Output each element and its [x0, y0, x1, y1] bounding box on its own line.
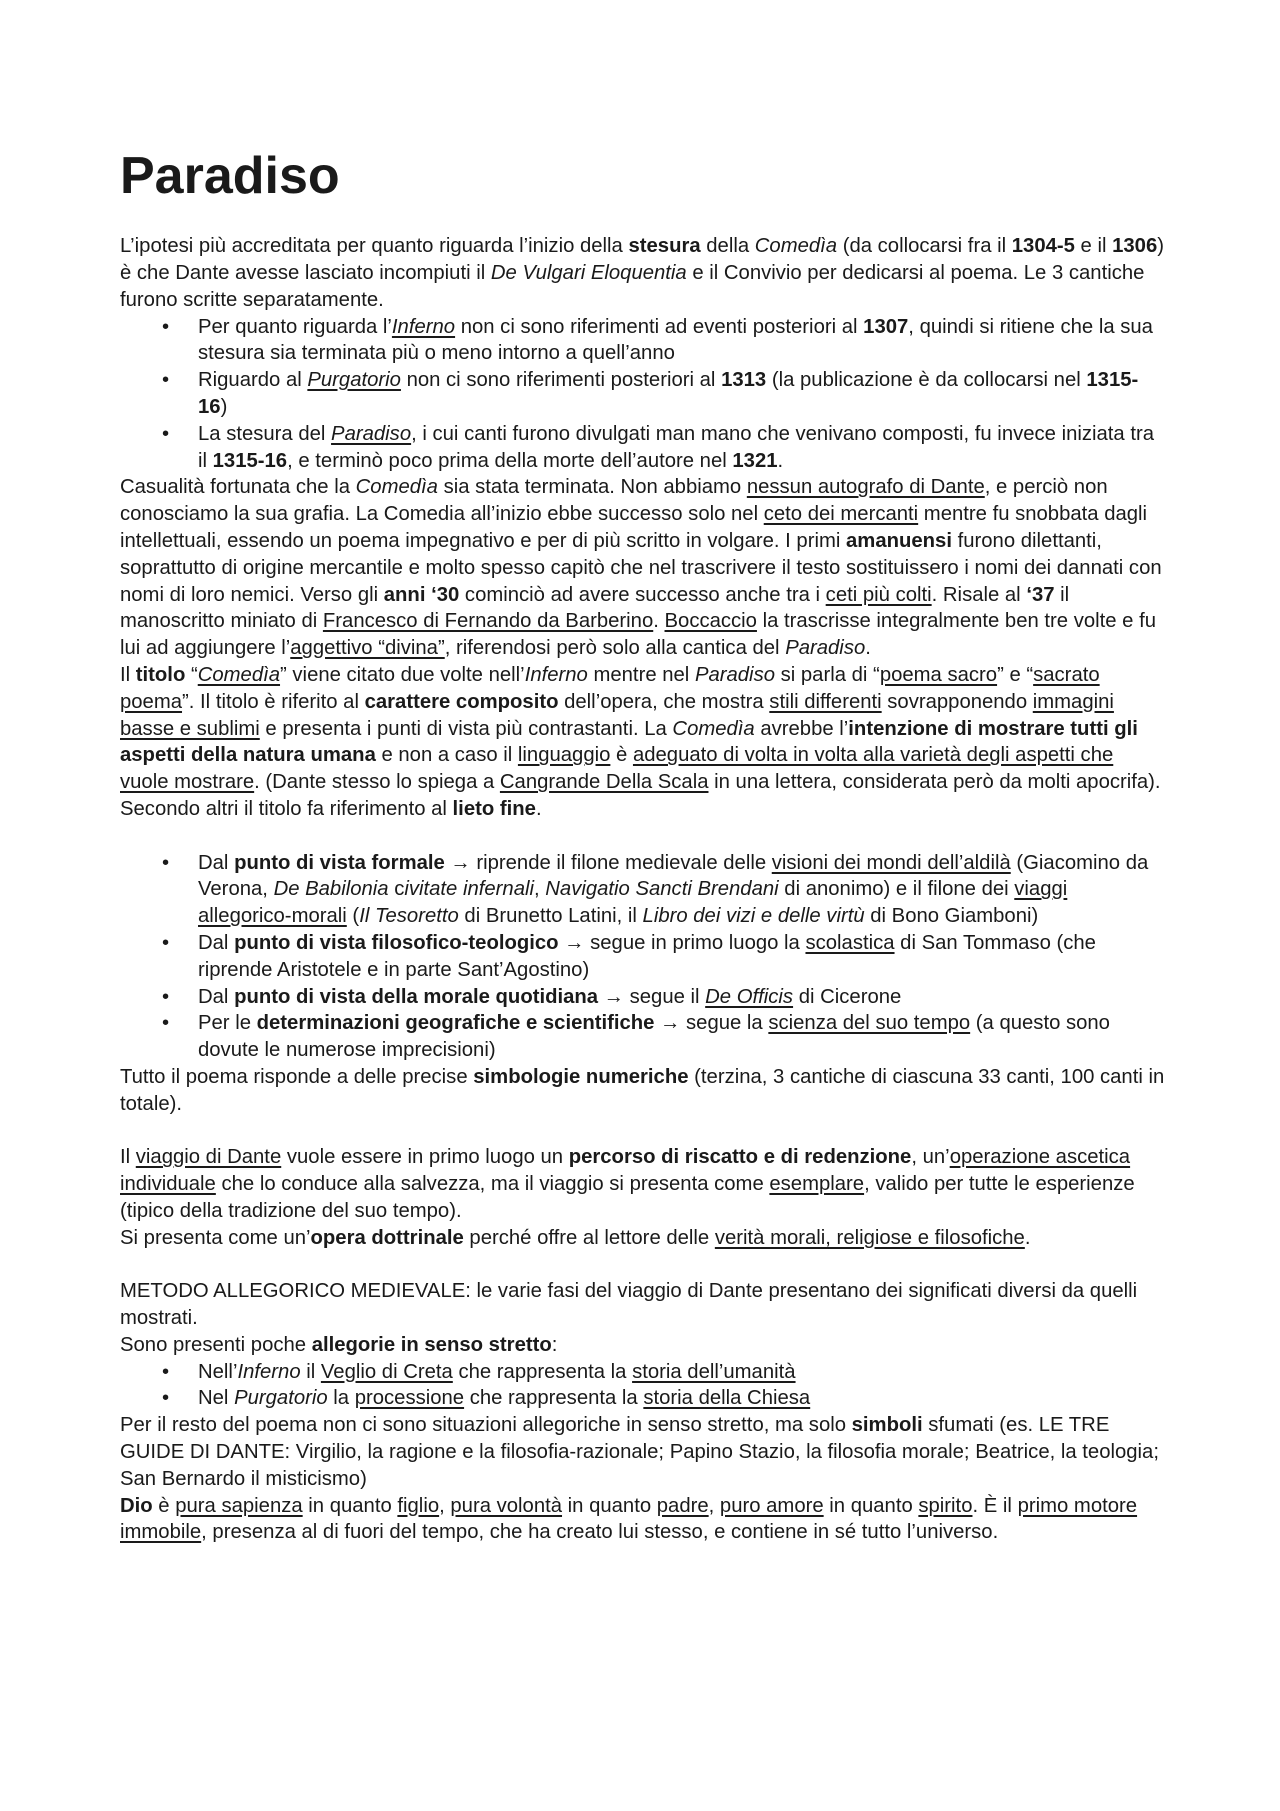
underlined-term: processione: [354, 1387, 465, 1410]
list-item: • La stesura del Paradiso, i cui canti furono divulgati man mano che venivano composti, fu invece iniziata tra il 1315-16, e terminò poco prima della morte dell’autore nel 1321.: [120, 421, 1165, 475]
document-body: [120, 233, 1165, 1546]
paragraph: Per il resto del poema non ci sono situazioni allegoriche in senso stretto, ma solo simboli sfumati (es. LE TRE GUIDE DI DANTE: Virgilio, la ragione e la filosofia-razionale; Papino Stazio, la filosofia morale; Beatrice, la teologia; San Bernardo il misticismo): [120, 1414, 1159, 1490]
page-title: Paradiso: [120, 147, 340, 205]
bold-term: punto di vista formale: [234, 851, 445, 874]
blank-line: [120, 823, 1165, 850]
underlined-term: pura volontà: [450, 1494, 563, 1517]
underlined-term: puro amore: [719, 1494, 824, 1517]
blank-line: [120, 1117, 1165, 1144]
paragraph: Casualità fortunata che la Comedìa sia stata terminata. Non abbiamo nessun autografo di Dante, e perciò non conosciamo la sua grafia. La Comedia all’inizio ebbe successo solo nel ceto dei mercanti mentre fu snobbata dagli intellettuali, essendo un poema impegnativo e per di più scritto in volgare. I primi amanuensi furono dilettanti, soprattutto di origine mercantile e molto spesso capitò che nel trascrivere il testo sostituissero i nomi dei dannati con nomi di loro nemici. Verso gli anni ‘30 cominciò ad avere successo anche tra i ceti più colti. Risale al ‘37 il manoscritto miniato di Francesco di Fernando da Barberino. Boccaccio la trascrisse integralmente ben tre volte e fu lui ad aggiungere l’aggettivo “divina”, riferendosi però solo alla cantica del Paradiso.: [120, 476, 1162, 660]
underlined-term: sacrato poema: [120, 663, 1100, 713]
underlined-term: De Officis: [705, 985, 794, 1008]
bold-term: 1313: [721, 369, 767, 392]
italic-term: De Vulgari Eloquentia: [490, 261, 687, 284]
underlined-term: scienza del suo tempo: [768, 1012, 971, 1035]
underlined-term: Francesco di Fernando da Barberino: [322, 610, 654, 633]
underlined-term: pura sapienza: [175, 1494, 303, 1517]
italic-term: Inferno: [237, 1360, 301, 1383]
underlined-term: primo motore immobile: [120, 1494, 1138, 1544]
underlined-term: Boccaccio: [664, 610, 757, 633]
list-item: • Dal punto di vista formale → riprende il filone medievale delle visioni dei mondi dell’aldilà (Giacomino da Verona, De Babilonia civitate infernali, Navigatio Sancti Brendani di anonimo) e il filone dei viaggi allegorico-morali (Il Tesoretto di Brunetto Latini, il Libro dei vizi e delle virtù di Bono Giamboni): [120, 850, 1165, 930]
underlined-term: Cangrande Della Scala: [499, 771, 709, 794]
bold-term: 1321: [732, 449, 778, 472]
bullet-list: [120, 850, 1165, 1064]
italic-term: Comedìa: [355, 476, 438, 499]
list-item: • Dal punto di vista filosofico-teologico → segue in primo luogo la scolastica di San Tommaso (che riprende Aristotele e in parte Sant’Agostino): [120, 930, 1165, 984]
underlined-term: viaggio di Dante: [135, 1146, 282, 1169]
bold-term: 1306: [1112, 235, 1158, 258]
underlined-term: Inferno: [391, 315, 456, 338]
bold-term: amanuensi: [846, 529, 952, 552]
paragraph: Dio è pura sapienza in quanto figlio, pura volontà in quanto padre, puro amore in quanto spirito. È il primo motore immobile, presenza al di fuori del tempo, che ha creato lui stesso, e contiene in sé tutto l’universo.: [120, 1494, 1138, 1544]
bold-term: 1315-16: [198, 369, 1139, 418]
italic-term: Paradiso: [694, 663, 775, 686]
list-item: • Dal punto di vista della morale quotidiana → segue il De Officis di Cicerone: [120, 984, 1165, 1011]
bullet-list: [120, 1359, 1165, 1413]
bold-term: simboli: [851, 1414, 923, 1437]
paragraph: METODO ALLEGORICO MEDIEVALE: le varie fasi del viaggio di Dante presentano dei significati diversi da quelli mostrati.: [120, 1280, 1138, 1330]
underlined-term: Comedìa: [197, 663, 281, 686]
italic-term: Libro dei vizi e delle virtù: [642, 905, 865, 928]
bold-term: percorso di riscatto e di redenzione: [568, 1146, 912, 1169]
bold-term: anni ‘30: [383, 583, 460, 606]
italic-term: ivitate infernali: [404, 878, 534, 901]
underlined-term: linguaggio: [517, 744, 611, 767]
bold-term: 1307: [863, 315, 909, 338]
underlined-term: Purgatorio: [307, 369, 401, 392]
underlined-term: Paradiso: [331, 422, 412, 445]
underlined-term: stili differenti: [769, 690, 882, 713]
paragraph: Il viaggio di Dante vuole essere in primo luogo un percorso di riscatto e di redenzione, un’operazione ascetica individuale che lo conduce alla salvezza, ma il viaggio si presenta come esemplare, valido per tutte le esperienze (tipico della tradizione del suo tempo).: [120, 1146, 1135, 1222]
list-item: • Nel Purgatorio la processione che rappresenta la storia della Chiesa: [120, 1385, 1165, 1412]
bold-term: stesura: [628, 235, 701, 258]
underlined-term: storia dell’umanità: [632, 1360, 796, 1383]
underlined-term: operazione ascetica individuale: [120, 1146, 1131, 1196]
underlined-term: storia della Chiesa: [643, 1387, 811, 1410]
italic-term: Inferno: [524, 663, 588, 686]
bold-term: allegorie in senso stretto: [311, 1333, 552, 1356]
list-item: • Per le determinazioni geografiche e scientifiche → segue la scienza del suo tempo (a questo sono dovute le numerose imprecisioni): [120, 1010, 1165, 1064]
bold-term: determinazioni geografiche e scientifiche: [256, 1012, 655, 1035]
bold-term: simbologie numeriche: [473, 1065, 689, 1088]
paragraph: Il titolo “Comedìa” viene citato due volte nell’Inferno mentre nel Paradiso si parla di “poema sacro” e “sacrato poema”. Il titolo è riferito al carattere composito dell’opera, che mostra stili differenti sovrapponendo immagini basse e sublimi e presenta i punti di vista più contrastanti. La Comedìa avrebbe l’intenzione di mostrare tutti gli aspetti della natura umana e non a caso il linguaggio è adeguato di volta in volta alla varietà degli aspetti che vuole mostrare. (Dante stesso lo spiega a Cangrande Della Scala in una lettera, considerata però da molti apocrifa). Secondo altri il titolo fa riferimento al lieto fine.: [120, 663, 1161, 820]
underlined-term: aggettivo “divina”: [290, 637, 445, 660]
bold-term: ‘37: [1026, 583, 1055, 606]
underlined-term: viaggi allegorico-morali: [198, 878, 1068, 928]
bullet-list: [120, 314, 1165, 475]
underlined-term: figlio: [397, 1494, 440, 1517]
paragraph: L’ipotesi più accreditata per quanto riguarda l’inizio della stesura della Comedìa (da collocarsi fra il 1304-5 e il 1306) è che Dante avesse lasciato incompiuti il De Vulgari Eloquentia e il Convivio per dedicarsi al poema. Le 3 cantiche furono scritte separatamente.: [120, 235, 1165, 311]
underlined-term: visioni dei mondi dell’aldilà: [771, 851, 1011, 874]
list-item: • Per quanto riguarda l’Inferno non ci sono riferimenti ad eventi posteriori al 1307, quindi si ritiene che la sua stesura sia terminata più o meno intorno a quell’anno: [120, 314, 1165, 368]
italic-term: Purgatorio: [234, 1387, 328, 1410]
document-page: [120, 148, 1165, 1546]
paragraph: Sono presenti poche allegorie in senso stretto:: [120, 1333, 558, 1356]
underlined-term: immagini basse e sublimi: [120, 690, 1114, 740]
underlined-term: adeguato di volta in volta alla varietà degli aspetti che vuole mostrare: [120, 744, 1114, 794]
italic-term: Comedìa: [754, 235, 838, 258]
italic-term: Il Tesoretto: [359, 905, 459, 928]
bold-term: opera dottrinale: [310, 1226, 464, 1249]
underlined-term: Veglio di Creta: [320, 1360, 453, 1383]
underlined-term: verità morali, religiose e filosofiche: [714, 1226, 1025, 1249]
bold-term: punto di vista filosofico-teologico: [234, 931, 559, 954]
bold-term: 1315-16: [212, 449, 288, 472]
blank-line: [120, 1251, 1165, 1278]
underlined-term: poema sacro: [879, 663, 998, 686]
italic-term: Comedìa: [672, 717, 755, 740]
italic-term: Paradiso: [785, 637, 866, 660]
paragraph: Si presenta come un’opera dottrinale perché offre al lettore delle verità morali, religiose e filosofiche.: [120, 1226, 1031, 1249]
underlined-term: nessun autografo di Dante: [746, 476, 985, 499]
italic-term: Navigatio Sancti Brendani: [545, 878, 779, 901]
underlined-term: esemplare: [769, 1173, 865, 1196]
list-item: • Nell’Inferno il Veglio di Creta che rappresenta la storia dell’umanità: [120, 1359, 1165, 1386]
italic-term: De Babilonia: [273, 878, 389, 901]
bold-term: Dio: [120, 1494, 153, 1517]
bold-term: lieto fine: [452, 797, 536, 820]
underlined-term: ceti più colti: [825, 583, 932, 606]
bold-term: punto di vista della morale quotidiana: [234, 985, 599, 1008]
bold-term: titolo: [135, 663, 186, 686]
underlined-term: ceto dei mercanti: [763, 503, 919, 526]
bold-term: carattere composito: [364, 690, 559, 713]
underlined-term: spirito: [918, 1494, 973, 1517]
underlined-term: scolastica: [805, 931, 895, 954]
bold-term: 1304-5: [1011, 235, 1075, 258]
underlined-term: padre: [656, 1494, 709, 1517]
paragraph: Tutto il poema risponde a delle precise simbologie numeriche (terzina, 3 cantiche di ciascuna 33 canti, 100 canti in totale).: [120, 1065, 1165, 1115]
list-item: • Riguardo al Purgatorio non ci sono riferimenti posteriori al 1313 (la publicazione è da collocarsi nel 1315-16): [120, 367, 1165, 421]
bold-term: intenzione di mostrare tutti gli aspetti della natura umana: [120, 717, 1138, 767]
